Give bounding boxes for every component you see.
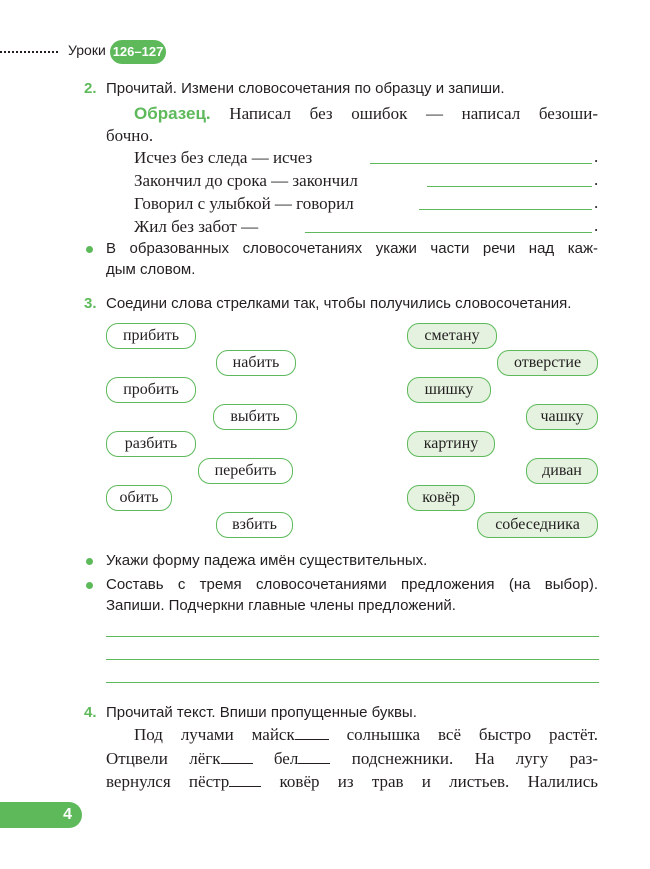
verb-chip[interactable]: перебить [198, 458, 293, 484]
answer-line-1[interactable] [370, 163, 592, 164]
answer-line-4[interactable] [305, 232, 592, 233]
task-3-bullet-a: Укажи форму падежа имён существительных. [106, 552, 428, 569]
answer-line-3[interactable] [419, 209, 592, 210]
task-2-item-2: Закончил до срока — закончил [134, 171, 358, 190]
sample-text-1: Написал без ошибок — написал безоши- [229, 104, 599, 123]
text-fragment: солнышка всё быстро растёт. [346, 725, 599, 744]
verb-chip[interactable]: разбить [106, 431, 196, 457]
letter-blank[interactable] [221, 750, 253, 764]
sample-line-1 [134, 103, 598, 125]
noun-chip[interactable]: диван [526, 458, 598, 484]
task-4-number: 4. [84, 704, 97, 721]
verb-chip[interactable]: обить [106, 485, 172, 511]
noun-chip[interactable]: чашку [526, 404, 598, 430]
task-2-item-4: Жил без забот — [134, 217, 259, 236]
verb-chip[interactable]: выбить [213, 404, 297, 430]
bullet-marker [86, 246, 93, 253]
task-2-number: 2. [84, 80, 97, 97]
noun-chip[interactable]: ковёр [407, 485, 475, 511]
text-fragment: Отцвели лёгк [106, 749, 221, 768]
writing-line[interactable] [106, 636, 599, 637]
writing-line[interactable] [106, 682, 599, 683]
task-4-text-line-2 [106, 748, 598, 770]
text-fragment: вернулся пёстр [106, 772, 230, 791]
letter-blank[interactable] [229, 773, 261, 787]
verb-chip[interactable]: набить [216, 350, 296, 376]
text-fragment: бел [273, 749, 299, 768]
page-number: 4 [0, 802, 82, 828]
bullet-marker [86, 558, 93, 565]
verb-chip[interactable]: прибить [106, 323, 196, 349]
writing-line[interactable] [106, 659, 599, 660]
noun-chip[interactable]: картину [407, 431, 495, 457]
bullet-marker [86, 582, 93, 589]
header-label: Уроки [68, 42, 106, 58]
period: . [594, 170, 599, 189]
noun-chip[interactable]: собеседника [477, 512, 598, 538]
task-2-bullet-line-1: В образованных словосочетаниях укажи части речи над каж- [106, 240, 598, 257]
noun-chip[interactable]: шишку [407, 377, 491, 403]
task-2-instruction: Прочитай. Измени словосочетания по образцу и запиши. [106, 80, 505, 97]
period: . [594, 147, 599, 166]
task-3-bullet-b-line-1: Составь с тремя словосочетаниями предложения (на выбор). [106, 576, 598, 593]
sample-line-2: бочно. [106, 126, 154, 145]
task-4-instruction: Прочитай текст. Впиши пропущенные буквы. [106, 704, 417, 721]
task-2-bullet-line-2: дым словом. [106, 261, 196, 278]
task-3-instruction: Соедини слова стрелками так, чтобы получились словосочетания. [106, 295, 572, 312]
sample-label: Образец. [134, 104, 211, 123]
task-2-item-3: Говорил с улыбкой — говорил [134, 194, 354, 213]
period: . [594, 193, 599, 212]
verb-chip[interactable]: взбить [216, 512, 293, 538]
task-2-item-1: Исчез без следа — исчез [134, 148, 313, 167]
task-3-number: 3. [84, 295, 97, 312]
letter-blank[interactable] [298, 750, 330, 764]
period: . [594, 216, 599, 235]
noun-chip[interactable]: сметану [407, 323, 497, 349]
task-4-text-line-1 [106, 724, 598, 746]
verb-chip[interactable]: пробить [106, 377, 196, 403]
lesson-numbers-badge: 126–127 [110, 40, 166, 64]
text-fragment: ковёр из трав и листьев. Налились [279, 772, 598, 791]
header-dotted-rule [0, 51, 58, 53]
text-fragment: подснежники. На лугу раз- [351, 749, 599, 768]
answer-line-2[interactable] [427, 186, 592, 187]
text-fragment: Под лучами майск [134, 725, 295, 744]
letter-blank[interactable] [295, 726, 329, 740]
noun-chip[interactable]: отверстие [497, 350, 598, 376]
task-4-text-line-3 [106, 771, 598, 793]
task-3-bullet-b-line-2: Запиши. Подчеркни главные члены предложений. [106, 597, 456, 614]
